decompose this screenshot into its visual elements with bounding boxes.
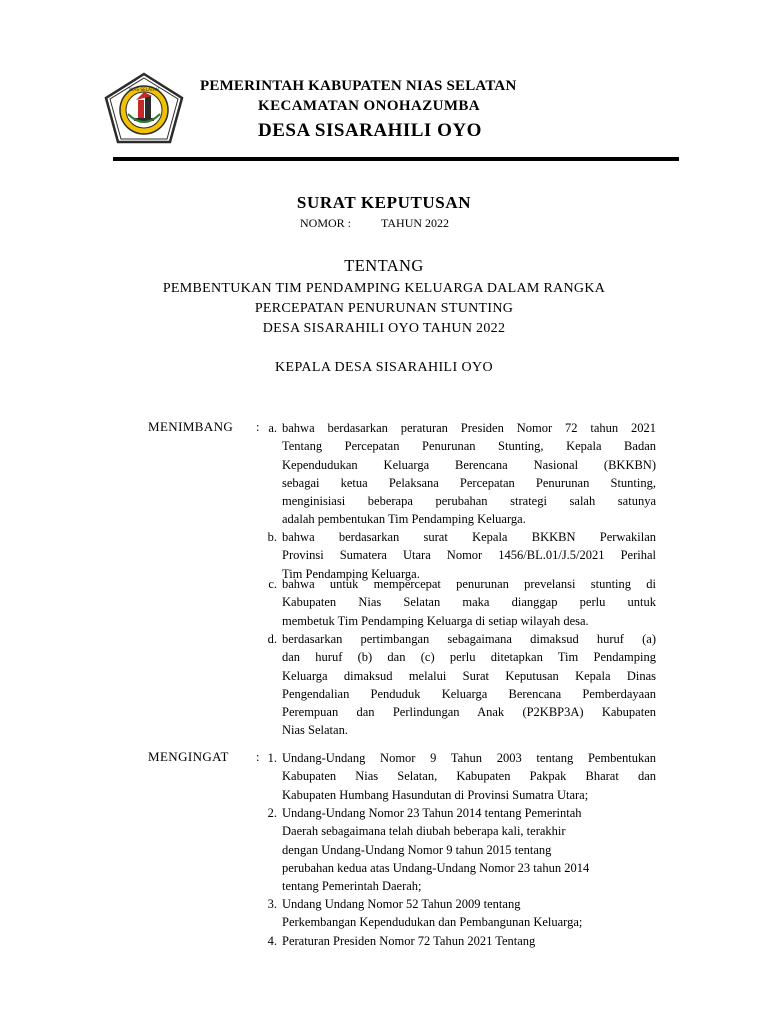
item-line: Undang-Undang Nomor 9 Tahun 2003 tentang Pembentukan: [282, 751, 656, 765]
item-line: Kabupaten Humbang Hasundutan di Provinsi Sumatra Utara;: [282, 787, 589, 802]
document-number-row: [300, 216, 449, 231]
item-marker: 4.: [267, 934, 277, 948]
nomor-label: NOMOR :: [300, 216, 352, 230]
item-marker: b.: [267, 530, 277, 544]
item-line: Provinsi Sumatera Utara Nomor 1456/BL.01/J.5/2021 Perihal: [282, 548, 656, 563]
item-line: sebagai ketua Pelaksana Percepatan Penurunan Stunting,: [282, 475, 656, 490]
document-type-title: SURAT KEPUTUSAN: [296, 193, 472, 212]
letterhead-rule: [113, 157, 679, 161]
menimbang-colon: :: [256, 420, 260, 434]
title-line: PEMBENTUKAN TIM PENDAMPING KELUARGA DALAM RANGKA: [162, 281, 606, 296]
item-line: Undang Undang Nomor 52 Tahun 2009 tentang: [282, 897, 521, 911]
item-line: tentang Pemerintah Daerah;: [282, 879, 422, 894]
title-line: PERCEPATAN PENURUNAN STUNTING: [254, 301, 514, 316]
item-line: membetuk Tim Pendamping Keluarga di setiap wilayah desa.: [282, 613, 589, 628]
item-line: berdasarkan pertimbangan sebagaimana dimaksud huruf (a): [282, 632, 656, 646]
list-item: [267, 630, 656, 740]
item-marker: c.: [268, 577, 277, 591]
item-line: Perempuan dan Perlindungan Anak (P2KBP3A) Kabupaten: [282, 705, 656, 720]
tahun-label: TAHUN 2022: [381, 216, 450, 230]
item-marker: d.: [267, 632, 277, 646]
title-line: DESA SISARAHILI OYO TAHUN 2022: [262, 321, 506, 336]
menimbang-label: MENIMBANG: [148, 419, 234, 434]
list-item: [267, 932, 656, 950]
item-line: Nias Selatan.: [282, 723, 348, 738]
item-line: Kependudukan Keluarga Berencana Nasional (BKKBN): [282, 457, 656, 472]
official-title: KEPALA DESA SISARAHILI OYO: [275, 360, 493, 375]
item-marker: a.: [268, 421, 277, 435]
item-line: perubahan kedua atas Undang-Undang Nomor 23 tahun 2014: [282, 860, 590, 875]
item-line: adalah pembentukan Tim Pendamping Keluarga.: [282, 512, 526, 527]
district-name: KECAMATAN ONOHAZUMBA: [258, 98, 481, 114]
list-item: [267, 749, 656, 804]
item-line: bahwa berdasarkan peraturan Presiden Nomor 72 tahun 2021: [282, 421, 656, 435]
item-line: Perkembangan Kependudukan dan Pembangunan Keluarga;: [282, 915, 583, 930]
item-line: Tim Pendamping Keluarga.: [282, 566, 420, 581]
decree-title: [0, 279, 768, 339]
item-line: Keluarga dimaksud melalui Surat Keputusan Kepala Dinas: [282, 668, 656, 683]
item-line: bahwa berdasarkan surat Kepala BKKBN Perwakilan: [282, 530, 656, 544]
mengingat-label: MENGINGAT: [148, 749, 229, 764]
item-line: Daerah sebagaimana telah diubah beberapa kali, terakhir: [282, 824, 566, 839]
svg-text:NIAS SELATAN: NIAS SELATAN: [129, 87, 159, 92]
item-marker: 2.: [267, 806, 277, 820]
government-name: PEMERINTAH KABUPATEN NIAS SELATAN: [200, 78, 517, 94]
regency-emblem-logo: [104, 72, 184, 144]
item-line: bahwa untuk mempercepat penurunan prevelansi stunting di: [282, 577, 656, 591]
item-line: Tentang Percepatan Penurunan Stunting, Kepala Badan: [282, 439, 656, 454]
item-line: Peraturan Presiden Nomor 72 Tahun 2021 Tentang: [282, 934, 536, 948]
item-line: Kabupaten Nias Selatan maka dianggap perlu untuk: [282, 595, 656, 610]
list-item: [268, 575, 656, 630]
item-line: menginisiasi beberapa perubahan strategi salah satunya: [282, 494, 656, 509]
item-marker: 1.: [267, 751, 277, 765]
village-name: DESA SISARAHILI OYO: [258, 120, 482, 141]
item-marker: 3.: [267, 897, 277, 911]
mengingat-colon: :: [256, 750, 260, 764]
item-line: Undang-Undang Nomor 23 Tahun 2014 tentang Pemerintah: [282, 806, 582, 820]
item-line: dengan Undang-Undang Nomor 9 tahun 2015 tentang: [282, 842, 552, 857]
list-item: [268, 419, 656, 529]
tentang-heading: TENTANG: [344, 256, 424, 275]
item-line: dan huruf (b) dan (c) perlu ditetapkan Tim Pendamping: [282, 650, 656, 665]
item-line: Kabupaten Nias Selatan, Kabupaten Pakpak Bharat dan: [282, 769, 656, 784]
list-item: [267, 895, 656, 932]
item-line: Pengendalian Penduduk Keluarga Berencana Pemberdayaan: [282, 686, 656, 701]
list-item: [267, 804, 656, 895]
